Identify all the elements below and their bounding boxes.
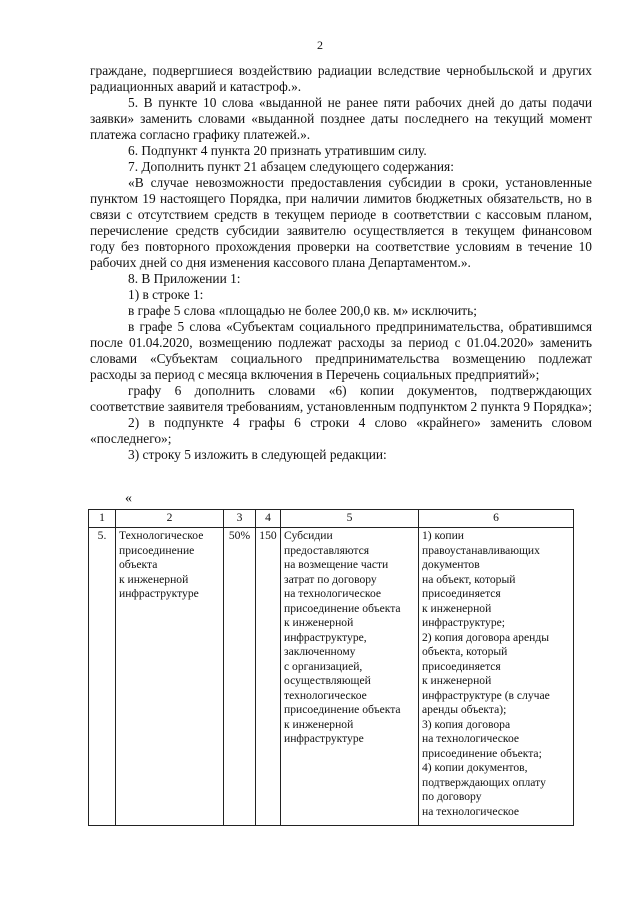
row-amount-cell: 150 [256, 528, 281, 826]
table-row [89, 528, 574, 826]
table-header-cell: 3 [224, 510, 256, 528]
table-header-cell: 2 [116, 510, 224, 528]
paragraph: 5. В пункте 10 слова «выданной не ранее пяти рабочих дней до даты подачи заявки» заменить словами «выданной позднее даты последнего на текущий момент платежа согласно графику платежей.». [90, 95, 592, 142]
row-name-cell: Технологическое присоединение объекта к инженерной инфраструктуре [116, 528, 224, 826]
paragraph: 6. Подпункт 4 пункта 20 признать утратившим силу. [128, 143, 427, 158]
paragraph: «В случае невозможности предоставления субсидии в сроки, установленные пунктом 19 настоящего Порядка, при наличии лимитов бюджетных обязательств, но в связи с отсутствием средств в текущем периоде в соответствии с кассовым планом, перечисление средств субсидии заявителю осуществляется в текущем финансовом году без повторного прохождения проверки на соответствие условиям в течение 10 рабочих дней со дня изменения кассового плана Департаментом.». [90, 175, 592, 270]
row-percent-cell: 50% [224, 528, 256, 826]
paragraph: 2) в подпункте 4 графы 6 строки 4 слово «крайнего» заменить словом «последнего»; [90, 415, 592, 446]
row-number-cell: 5. [89, 528, 116, 826]
opening-quote: « [125, 491, 132, 506]
paragraph: граждане, подвергшиеся воздействию радиации вследствие чернобыльской и других радиационных аварий и катастроф.». [90, 63, 592, 94]
table-header-cell: 6 [419, 510, 574, 528]
document-body [90, 63, 592, 463]
paragraph: 3) строку 5 изложить в следующей редакции: [128, 447, 387, 462]
paragraph: 7. Дополнить пункт 21 абзацем следующего содержания: [128, 159, 454, 174]
paragraph: графу 6 дополнить словами «6) копии документов, подтверждающих соответствие заявителя требованиям, установленным подпунктом 2 пункта 9 Порядка»; [90, 383, 592, 414]
page-number: 2 [317, 38, 323, 52]
paragraph: 8. В Приложении 1: [128, 271, 241, 286]
table-header-cell: 4 [256, 510, 281, 528]
table-header-cell: 1 [89, 510, 116, 528]
table-header-cell: 5 [281, 510, 419, 528]
appendix-table [88, 509, 574, 826]
table-header-row [89, 510, 574, 528]
paragraph: в графе 5 слова «Субъектам социального предпринимательства, обратившимся после 01.04.2020, возмещению подлежат расходы за период с 01.04.2020» заменить словами «Субъектам социального предпринимательства возмещению подлежат расходы за период с месяца включения в Перечень социальных предприятий»; [90, 319, 592, 382]
paragraph: 1) в строке 1: [128, 287, 204, 302]
row-description-cell: Субсидии предоставляются на возмещение части затрат по договору на технологическое присоединение объекта к инженерной инфраструктуре, заключенному с организацией, осуществляющей технологическое присоединение объекта к инженерной инфраструктуре [281, 528, 419, 826]
paragraph: в графе 5 слова «площадью не более 200,0 кв. м» исключить; [128, 303, 477, 318]
row-documents-cell: 1) копии правоустанавливающих документов на объект, который присоединяется к инженерной инфраструктуре; 2) копия договора аренды объекта, который присоединяется к инженерной инфраструктуре (в случае аренды объекта); 3) копия договора на технологическое присоединение объекта; 4) копии документов, подтверждающих оплату по договору на технологическое [419, 528, 574, 826]
